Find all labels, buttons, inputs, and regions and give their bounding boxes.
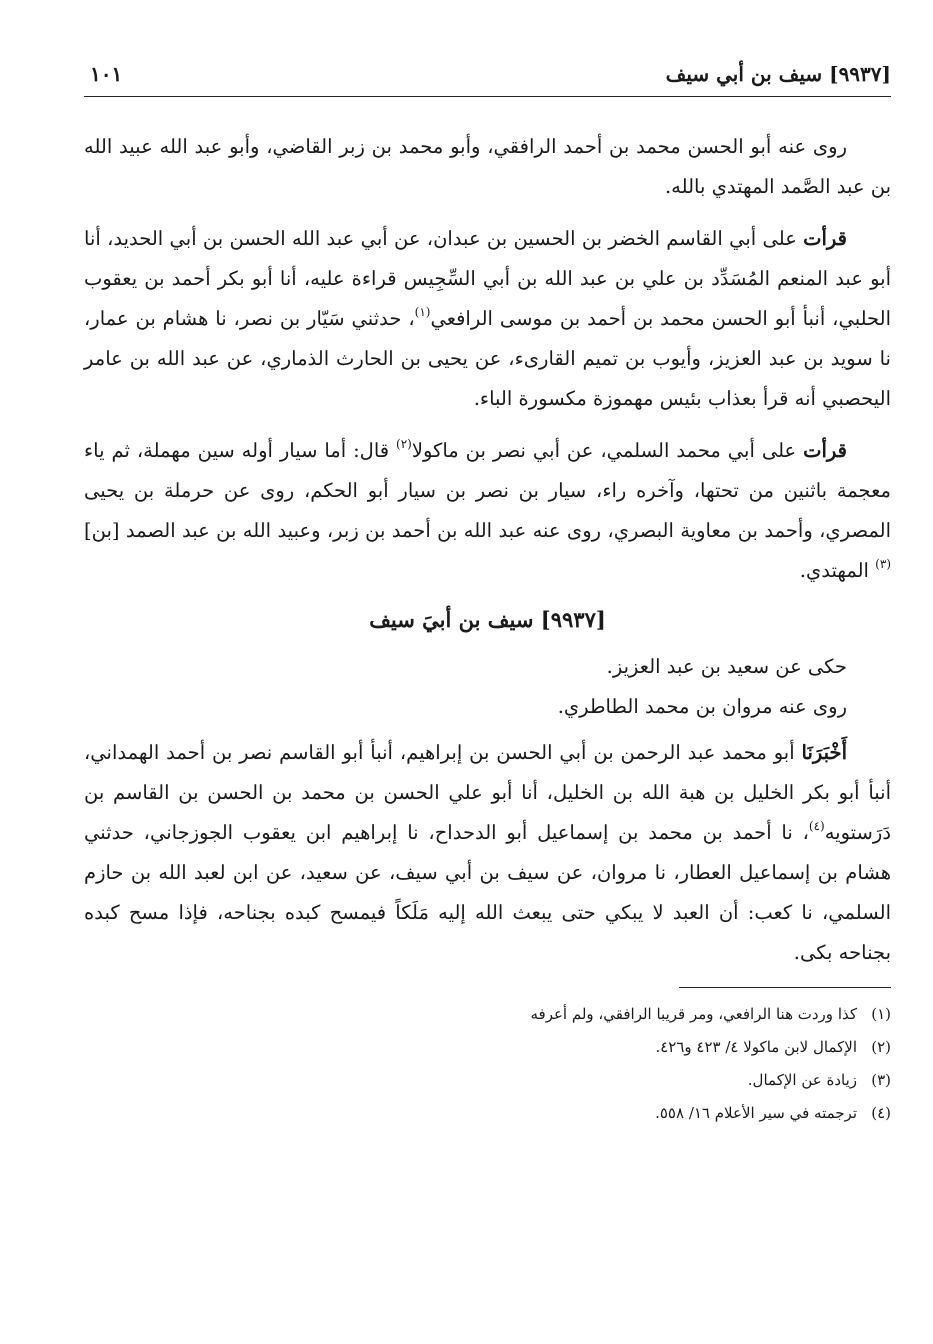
footnotes <box>84 998 891 1130</box>
paragraph-text: ، نا أحمد بن محمد بن إسماعيل أبو الدحداح، نا إبراهيم ابن يعقوب الجوزجاني، حدثني هشام بن إسماعيل العطار، نا مروان، عن سيف بن أبي سيف، عن سعيد، عن ابن لعبد الله بن حازم السلمي، نا كعب: أن العبد لا يبكي حتى يبعث الله إليه مَلَكاً فيمسح كبده بجناحه، فإذا مسح كبده بجناحه بكى. <box>84 821 891 964</box>
paragraph-text: على أبي محمد السلمي، عن أبي نصر بن ماكولا <box>411 439 804 462</box>
footnote <box>84 1097 891 1130</box>
paragraph-text: على أبي القاسم الخضر بن الحسين بن عبدان، عن أبي عبد الله الحسن بن أبي الحديد، أنا أبو عبد المنعم المُسَدِّد بن علي بن عبد الله بن أبي السِّجِيس قراءة عليه، أنا أبو بكر أحمد بن يعقوب الحلبي، أنبأ أبو الحسن محمد بن أحمد بن موسى الرافعي <box>84 227 892 330</box>
entry-line-1: حكى عن سعيد بن عبد العزيز. <box>606 655 847 678</box>
footnote-number: (٢) <box>871 1038 891 1056</box>
paragraph-1 <box>84 127 891 207</box>
entry-paragraph <box>84 733 891 973</box>
document-page <box>84 58 891 1130</box>
footnote-text: كذا وردت هنا الرافعي، ومر قريبا الرافقي، ولم أعرفه <box>530 1005 857 1023</box>
entry-title: [٩٩٣٧] سيف بن أبيَ سيف <box>369 607 606 632</box>
footnote <box>84 998 891 1031</box>
paragraph-text: روى عنه أبو الحسن محمد بن أحمد الرافقي، وأبو محمد بن زبر القاضي، وأبو عبد الله عبيد الله بن عبد الصَّمد المهتدي بالله. <box>84 135 891 198</box>
entry-line-2: روى عنه مروان بن محمد الطاطري. <box>557 695 847 718</box>
footnote-number: (٤) <box>871 1104 891 1122</box>
footnote-ref: (٣) <box>875 557 891 571</box>
page-header <box>84 58 891 97</box>
footnote-text: ترجمته في سير الأعلام ١٦/ ٥٥٨. <box>655 1104 857 1122</box>
footnote <box>84 1031 891 1064</box>
footnote-number: (١) <box>871 1005 891 1023</box>
footnote-divider <box>679 987 891 988</box>
paragraph-3 <box>84 431 891 591</box>
footnote-text: الإكمال لابن ماكولا ٤/ ٤٢٣ و٤٢٦. <box>655 1038 857 1056</box>
paragraph-2 <box>84 219 891 419</box>
footnote <box>84 1064 891 1097</box>
paragraph-text: أبو محمد عبد الرحمن بن أبي الحسن بن إبراهيم، أنبأ أبو القاسم نصر بن أحمد الهمداني، أنبأ أبو بكر الخليل بن هبة الله بن الخليل، أنا أبو علي الحسن بن محمد بن الحسن بن القاسم بن دَرَستويه <box>84 741 891 844</box>
footnote-ref: (٢) <box>396 437 412 451</box>
footnote-ref: (٤) <box>808 819 825 833</box>
paragraph-text: قال: أما سيار أوله سين مهملة، ثم ياء معجمة باثنين من تحتها، وآخره راء، سيار بن نصر بن سيار أبو الحكم، روى عن حرملة بن يحيى المصري، وأحمد بن معاوية البصري، روى عنه عبد الله بن أحمد بن زبر، وعبيد الله بن عبد الصمد [بن] <box>84 439 891 542</box>
footnote-number: (٣) <box>871 1071 891 1089</box>
paragraph-text: المهتدي. <box>799 559 876 582</box>
paragraph-lead: قرأت <box>803 227 847 250</box>
footnote-ref: (١) <box>414 305 431 319</box>
paragraph-lead: قرأت <box>803 439 847 462</box>
paragraph-lead: أَخْبَرَنَا <box>801 741 847 764</box>
footnote-text: زيادة عن الإكمال. <box>747 1071 857 1089</box>
page-number: ١٠١ <box>90 62 123 86</box>
page-body <box>84 127 891 1130</box>
running-title: [٩٩٣٧] سيف بن أبي سيف <box>665 62 891 86</box>
paragraph-text: ، حدثني سَيّار بن نصر، نا هشام بن عمار، نا سويد بن عبد العزيز، وأيوب بن تميم القارىء، عن يحيى بن الحارث الذماري، عن عبد الله بن عامر اليحصبي أنه قرأ بعذاب بئيس مهموزة مكسورة الباء. <box>84 307 891 410</box>
